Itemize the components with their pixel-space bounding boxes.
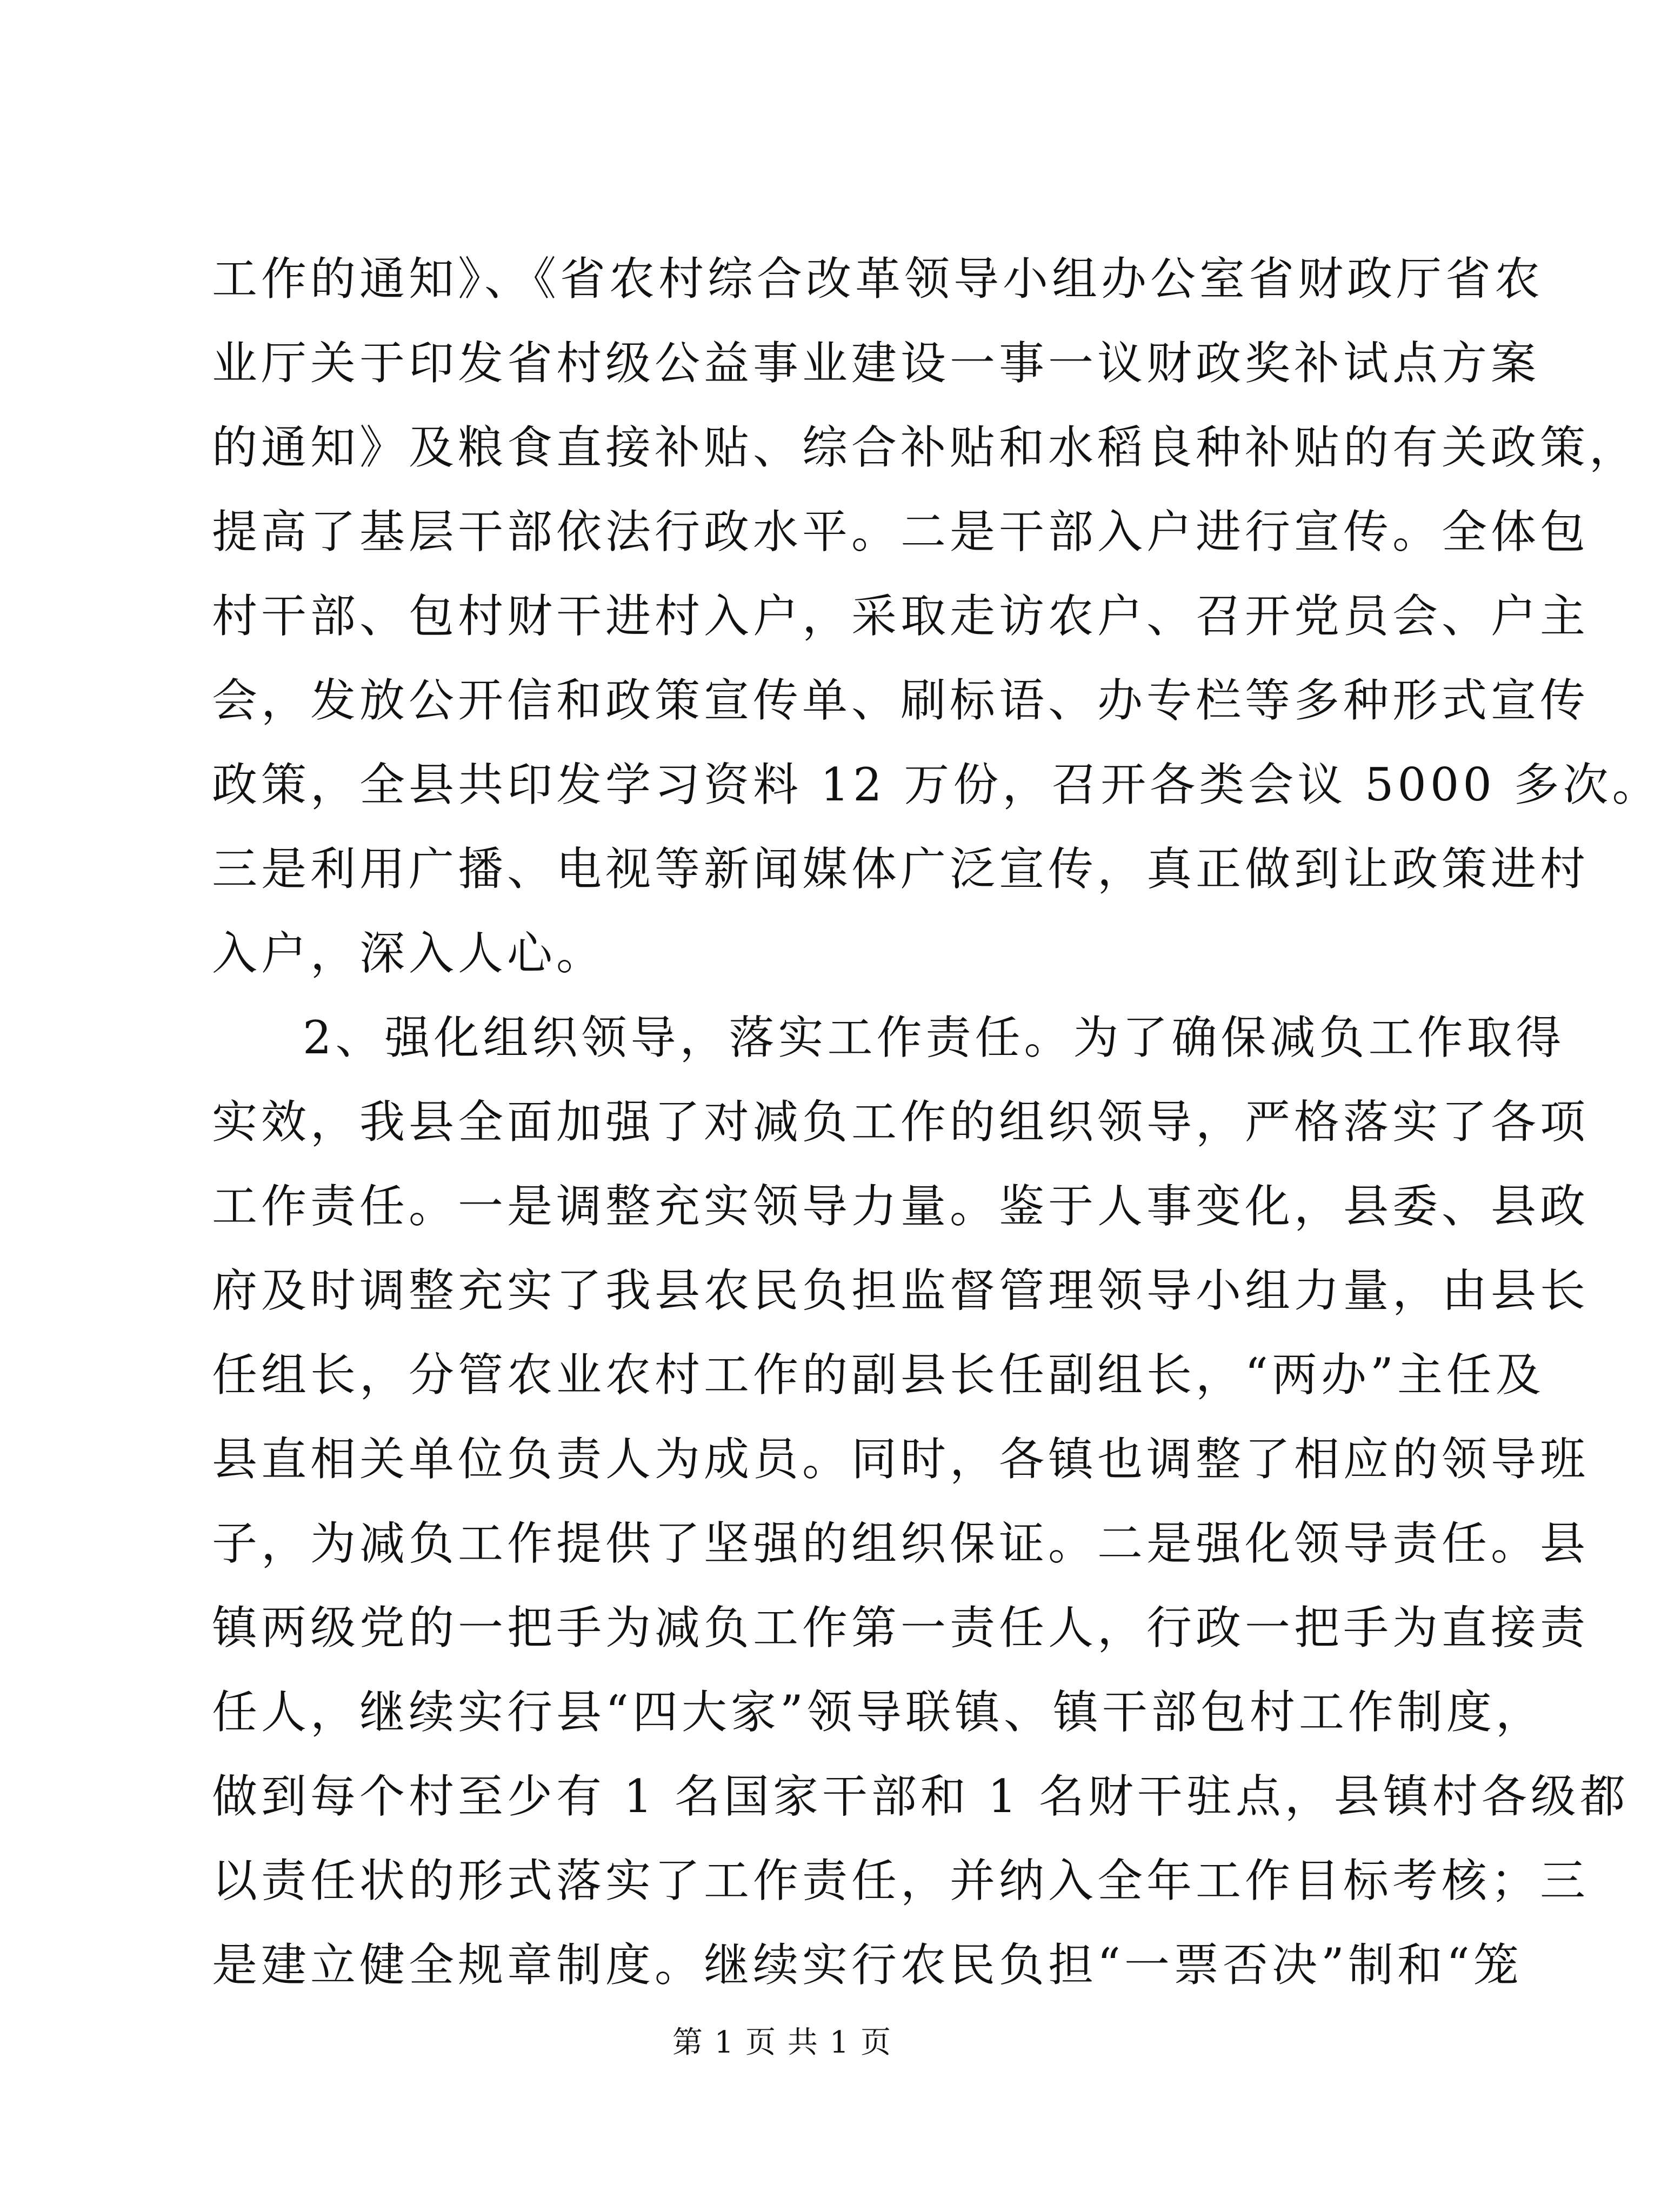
text-line: 三是利用广播、电视等新闻媒体广泛宣传，真正做到让政策进村 xyxy=(212,843,1590,896)
text-line: 工作责任。一是调整充实领导力量。鉴于人事变化，县委、县政 xyxy=(212,1180,1590,1233)
body-text xyxy=(212,237,1661,2007)
text-line: 以责任状的形式落实了工作责任，并纳入全年工作目标考核；三 xyxy=(212,1854,1590,1907)
text-line: 业厅关于印发省村级公益事业建设一事一议财政奖补试点方案 xyxy=(212,337,1540,390)
page-footer: 第 1 页 共 1 页 xyxy=(672,2025,892,2060)
text-line: 县直相关单位负责人为成员。同时，各镇也调整了相应的领导班 xyxy=(212,1433,1590,1486)
text-line: 工作的通知》、《省农村综合改革领导小组办公室省财政厅省农 xyxy=(212,252,1544,305)
text-line: 村干部、包村财干进村入户，采取走访农户、召开党员会、户主 xyxy=(212,590,1590,643)
text-line: 任人，继续实行县“四大家”领导联镇、镇干部包村工作制度， xyxy=(212,1686,1545,1739)
paragraph-first-line: 2、强化组织领导，落实工作责任。为了确保减负工作取得 xyxy=(303,1011,1565,1064)
text-line: 的通知》及粮食直接补贴、综合补贴和水稻良种补贴的有关政策， xyxy=(212,421,1639,474)
text-line: 会，发放公开信和政策宣传单、刷标语、办专栏等多种形式宣传 xyxy=(212,674,1590,727)
text-line: 入户，深入人心。 xyxy=(212,927,606,980)
text-line: 实效，我县全面加强了对减负工作的组织领导，严格落实了各项 xyxy=(212,1095,1590,1148)
text-line: 政策，全县共印发学习资料 12 万份，召开各类会议 5000 多次。 xyxy=(212,758,1661,811)
text-line: 府及时调整充实了我县农民负担监督管理领导小组力量，由县长 xyxy=(212,1264,1590,1317)
text-line: 镇两级党的一把手为减负工作第一责任人，行政一把手为直接责 xyxy=(212,1601,1590,1654)
text-line: 子，为减负工作提供了坚强的组织保证。二是强化领导责任。县 xyxy=(212,1517,1590,1570)
text-line: 提高了基层干部依法行政水平。二是干部入户进行宣传。全体包 xyxy=(212,505,1590,558)
text-line: 是建立健全规章制度。继续实行农民负担“一票否决”制和“笼 xyxy=(212,1939,1523,1992)
text-line: 任组长，分管农业农村工作的副县长任副组长，“两办”主任及 xyxy=(212,1348,1545,1401)
text-line: 做到每个村至少有 1 名国家干部和 1 名财干驻点，县镇村各级都 xyxy=(212,1770,1629,1823)
